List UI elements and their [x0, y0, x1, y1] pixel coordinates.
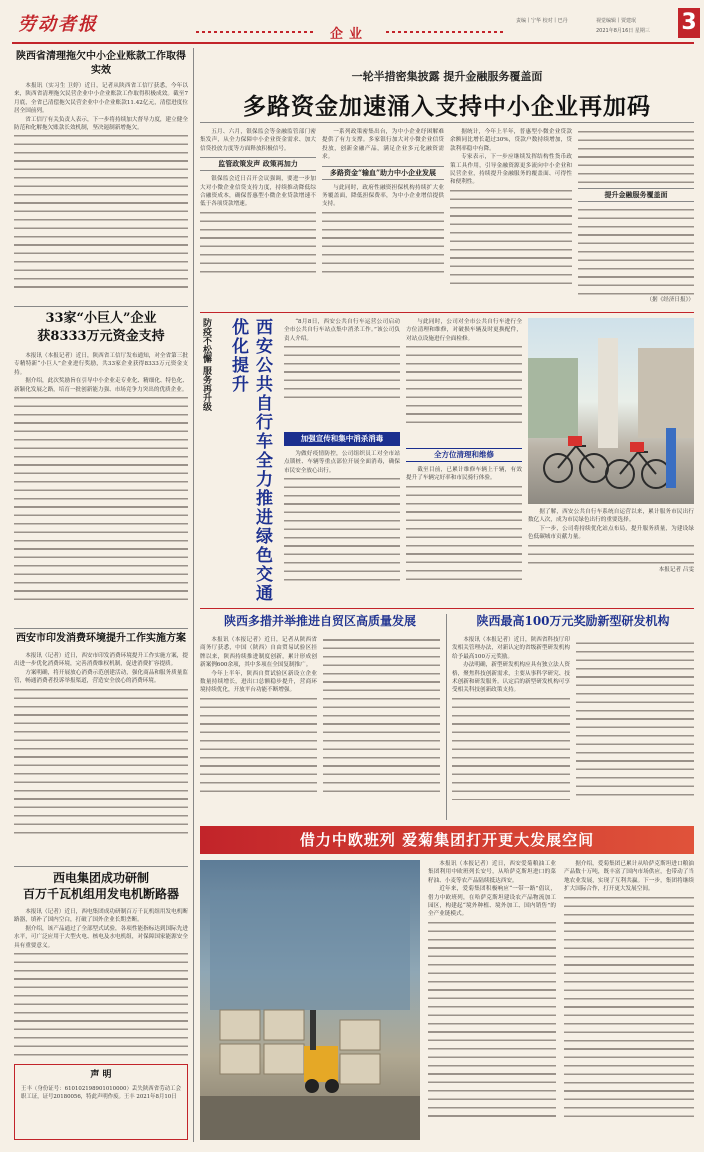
left-article-2-body: 本报讯（本报记者）近日，陕西省工信厅发布通知，对全省第三批专精特新“小巨人”企业进行奖励，共33家企业获得8333万元资金支持。 据介绍，此次奖励旨在引导中小企业走专业化、精细化、特色化、新颖化发展之路，培育一批创新能力强、市场竞争力突出的优质企业。 [14, 352, 188, 622]
main-col-4 [578, 128, 694, 310]
left-article-4-title: 西电集团成功研制 [52, 871, 149, 885]
main-sub-2: 多路资金“输血”助力中小企业发展 [322, 166, 444, 180]
bottom-col-2: 据介绍，爱菊集团已累计从哈萨克斯坦进口粮油产品数十万吨，既丰富了国内市场供应，也带动了当地农业发展，实现了互利共赢。下一步，集团将继续扩大国际合作，打开更大发展空间。 [564, 860, 694, 1140]
statement-title: 声 明 [90, 1070, 112, 1080]
main-col-2: 一系列政策密集出台，为中小企业纾困解难提供了有力支撑。多家银行加大对小微企业信贷投放，创新金融产品，满足企业多元化融资需求。 多路资金“输血”助力中小企业发展 与此同时，政府性融资担保机构持续扩大业务覆盖面，降低担保费率，为中小企业增信提供支持。 [322, 128, 444, 310]
mid-article-a-title: 陕西多措并举推进自贸区高质量发展 [223, 614, 416, 628]
left-article-1 [14, 50, 188, 310]
statement-box [14, 1064, 188, 1140]
feature-side-kicker [200, 318, 222, 558]
mid-article-b-title: 陕西最高100万元奖励新型研发机构 [476, 614, 670, 628]
main-byline: （据《经济日报》） [646, 297, 694, 303]
feature-sub-1: 加强宣传和集中消杀消毒 [284, 432, 400, 446]
meta-right-date: 2021年8月16日 星期三 [596, 28, 650, 34]
section-dots-right [386, 31, 506, 33]
left-column-divider [193, 48, 194, 1142]
left-article-1-title: 陕西省清理拖欠中小企业账款工作取得实效 [16, 51, 186, 76]
bottom-title-bar [200, 826, 694, 854]
feature-col-2: 与此同时，公司对全市公共自行车进行全方位清理和维修，对破损车辆及时更换配件，对站点设施进行全面检修。 [406, 318, 522, 444]
left-article-4-body: 本报讯（记者）近日，西电集团成功研制百万千瓦机组用发电机断路器，填补了国内空白，打破了国外企业长期垄断。 据介绍，该产品通过了全部型式试验，各项性能指标达到国际先进水平，可广泛应用于大型火电、核电及水电机组，对保障国家能源安全具有重要意义。 [14, 908, 188, 1078]
feature-col-1b: 为做好疫情防控，公司组织员工对全市站点锁桩、车辆等重点部位开展全面消毒，确保市民安全放心出行。 [284, 450, 400, 600]
page-number: 3 [681, 10, 697, 35]
left-article-3 [14, 632, 188, 862]
feature-title-block [226, 318, 278, 604]
left-article-2-title: 33家“小巨人”企业 [45, 311, 157, 326]
left-article-2-title2: 获8333万元资金支持 [37, 329, 165, 344]
left-article-4-title2: 百万千瓦机组用发电机断路器 [22, 887, 179, 901]
bottom-col-1: 本报讯（本报记者）近日，西安爱菊粮油工业集团利用中欧班列长安号，从哈萨克斯坦进口的菜籽油、小麦等农产品陆续抵达西安。 近年来，爱菊集团积极响应“一带一路”倡议，借力中欧班列，在哈萨克斯坦建设农产品物流加工园区，构建起“境外种植、境外加工、国内销售”的全产业链模式。 [428, 860, 556, 1140]
feature-byline: 本报记者 吕雯 [658, 566, 694, 573]
feature-col-2b: 截至目前，已累计维修车辆上千辆，有效提升了车辆完好率和市民骑行体验。 [406, 466, 522, 604]
feature-sub-2: 全方位清理和维修 [406, 448, 522, 462]
feature-side-kicker-text: 防疫不松懈 服务再升级 [201, 318, 211, 412]
warehouse-photo [200, 860, 420, 1140]
mid-article-b [452, 612, 694, 836]
feature-title: 西安公共自行车全力推进绿色交通优化提升 [228, 318, 272, 603]
mid-article-a-body: 本报讯（本报记者）近日，记者从陕西省商务厅获悉，中国（陕西）自由贸易试验区挂牌以来，陕西持续推进制度创新，累计形成创新案例600余项，其中多项在全国复制推广。 今年上半年，陕西自贸试验区新设立企业数量持续增长，进出口总额稳步提升，营商环境持续优化，开放平台功能不断增强。 [200, 636, 440, 836]
left-article-3-body: 本报讯（记者）近日，西安市印发消费环境提升工作实施方案，提出进一步优化消费环境，完善消费维权机制，促进消费扩容提质。 方案明确，将开展放心消费示范创建活动，强化商品和服务质量监管，畅通消费者投诉举报渠道，营造安全放心的消费环境。 [14, 652, 188, 862]
main-headline: 多路资金加速涌入支持中小企业再加码 [243, 93, 651, 120]
main-col-1: 五月、六月，银保监会等金融监管部门密集发声，从全力保障中小企业资金需求、加大信贷投放力度等方面释放积极信号。 监管政策发声 政策再加力 银保监会近日召开会议强调，要进一步加大对小微企业信贷支持力度，持续推动降低综合融资成本，确保普惠型小微企业贷款增速不低于各项贷款增速。 [200, 128, 316, 310]
statement-body: 王丰（身份证号：610102198901010000）丢失陕西省劳动工会职工证，证号20180056，特此声明作废。王丰 2021年8月10日 [21, 1086, 181, 1101]
paper-name: 劳动者报 [18, 14, 98, 35]
bike-photo-graphic [528, 318, 694, 504]
section-dots-left [196, 31, 316, 33]
left-article-2 [14, 310, 188, 622]
feature-col-1: “8月8日，西安公共自行车运营公司启动全市公共自行车站点集中消杀工作。”该公司负责人介绍。 [284, 318, 400, 428]
feature-col-3: 据了解，西安公共自行车系统自运营以来，累计服务市民出行数亿人次，成为市民绿色出行的重要选择。 下一步，公司将持续优化站点布局，提升服务质量，为建设绿色低碳城市贡献力量。 本报记者 吕雯 [528, 509, 694, 573]
header-rule [12, 42, 694, 44]
meta-right-top: 视觉编辑丨贾建珉 [596, 18, 637, 24]
meta-left: 责编丨宁华 校对丨巴丹 [516, 18, 568, 24]
mid-article-b-body: 本报讯（本报记者）近日，陕西省科技厅印发相关管理办法，对新认定的省级新型研发机构给予最高100万元奖励。 办法明确，新型研发机构应具有独立法人资格，聚焦科技创新需求，主要从事科学研究、技术创新和研发服务。认定后的新型研发机构可享受相关科技创新政策支持。 [452, 636, 694, 836]
page-number-box [678, 8, 700, 38]
main-kicker: 一轮半措密集披露 提升金融服务覆盖面 [351, 70, 543, 83]
mid-article-a [200, 612, 440, 836]
section-title: 企业 [330, 27, 369, 42]
bike-station-photo [528, 318, 694, 504]
main-sub-1: 监管政策发声 政策再加力 [200, 157, 316, 171]
left-article-1-body: 本报讯（实习生 卫婷）近日，记者从陕西省工信厅获悉，今年以来，陕西省清理拖欠民营企业中小企业账款工作取得积极成效。截至7月底，全省已清偿拖欠民营企业中小企业账款11.42亿元，清偿进度位居全国前列。 省工信厅有关负责人表示，下一步将持续加大督导力度，建立健全防范和化解拖欠账款长效机制，坚决遏制新增拖欠。 [14, 82, 188, 310]
main-col-3: 据统计，今年上半年，普惠型小微企业贷款余额同比增长超过30%，贷款户数持续增加，贷款利率稳中有降。 专家表示，下一步应继续发挥结构性货币政策工具作用，引导金融资源更多流向中小企业和民营企业，持续提升金融服务的覆盖面、可得性和便利性。 [450, 128, 572, 310]
masthead [10, 8, 702, 40]
left-article-4 [14, 870, 188, 1078]
main-sub-3: 提升金融服务覆盖面 [578, 188, 694, 202]
warehouse-graphic [200, 860, 420, 1140]
left-article-3-title: 西安市印发消费环境提升工作实施方案 [16, 633, 186, 644]
bottom-title: 借力中欧班列 爱菊集团打开更大发展空间 [299, 831, 595, 849]
